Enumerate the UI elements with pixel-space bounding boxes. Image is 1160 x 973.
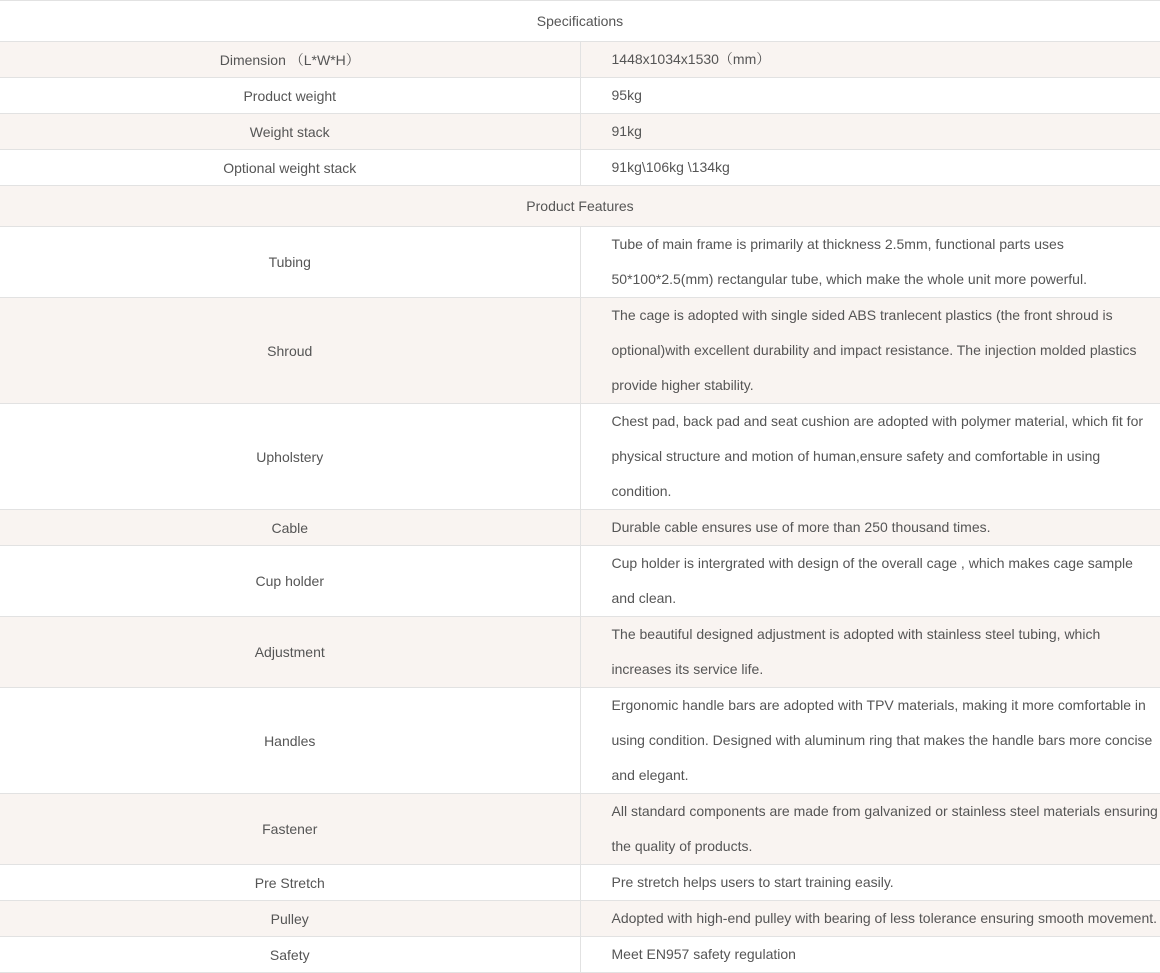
table-row xyxy=(0,794,1160,865)
row-label: Handles xyxy=(0,688,580,794)
section-header-row xyxy=(0,1,1160,42)
row-value: 95kg xyxy=(580,78,1160,114)
row-value: Chest pad, back pad and seat cushion are adopted with polymer material, which fit for physical structure and motion of human,ensure safety and comfortable in using condition. xyxy=(580,404,1160,510)
row-value: All standard components are made from galvanized or stainless steel materials ensuring the quality of products. xyxy=(580,794,1160,865)
row-label: Optional weight stack xyxy=(0,150,580,186)
table-row xyxy=(0,901,1160,937)
table-row xyxy=(0,42,1160,78)
row-value: Adopted with high-end pulley with bearing of less tolerance ensuring smooth movement. xyxy=(580,901,1160,937)
row-value: 91kg\106kg \134kg xyxy=(580,150,1160,186)
table-row xyxy=(0,404,1160,510)
table-row xyxy=(0,937,1160,973)
row-value: Ergonomic handle bars are adopted with TPV materials, making it more comfortable in using condition. Designed with aluminum ring that makes the handle bars more concise and elegant. xyxy=(580,688,1160,794)
row-label: Weight stack xyxy=(0,114,580,150)
row-label: Shroud xyxy=(0,298,580,404)
table-row xyxy=(0,510,1160,546)
row-label: Tubing xyxy=(0,227,580,298)
table-row xyxy=(0,865,1160,901)
row-label: Pulley xyxy=(0,901,580,937)
row-value: 91kg xyxy=(580,114,1160,150)
table-row xyxy=(0,546,1160,617)
row-label: Cup holder xyxy=(0,546,580,617)
row-value: Durable cable ensures use of more than 250 thousand times. xyxy=(580,510,1160,546)
features-heading: Product Features xyxy=(0,186,1160,227)
row-label: Adjustment xyxy=(0,617,580,688)
row-label: Product weight xyxy=(0,78,580,114)
row-value: The beautiful designed adjustment is adopted with stainless steel tubing, which increases its service life. xyxy=(580,617,1160,688)
row-label: Pre Stretch xyxy=(0,865,580,901)
table-row xyxy=(0,298,1160,404)
row-label: Cable xyxy=(0,510,580,546)
table-row xyxy=(0,617,1160,688)
table-row xyxy=(0,78,1160,114)
row-label: Safety xyxy=(0,937,580,973)
row-value: Cup holder is intergrated with design of the overall cage , which makes cage sample and clean. xyxy=(580,546,1160,617)
specifications-heading: Specifications xyxy=(0,1,1160,42)
section-header-row xyxy=(0,186,1160,227)
row-value: 1448x1034x1530（mm） xyxy=(580,42,1160,78)
row-value: The cage is adopted with single sided ABS tranlecent plastics (the front shroud is optional)with excellent durability and impact resistance. The injection molded plastics provide higher stability. xyxy=(580,298,1160,404)
row-value: Tube of main frame is primarily at thickness 2.5mm, functional parts uses 50*100*2.5(mm) rectangular tube, which make the whole unit more powerful. xyxy=(580,227,1160,298)
row-value: Meet EN957 safety regulation xyxy=(580,937,1160,973)
row-label: Upholstery xyxy=(0,404,580,510)
table-row xyxy=(0,688,1160,794)
row-value: Pre stretch helps users to start training easily. xyxy=(580,865,1160,901)
table-row xyxy=(0,227,1160,298)
row-label: Dimension （L*W*H） xyxy=(0,42,580,78)
table-row xyxy=(0,150,1160,186)
row-label: Fastener xyxy=(0,794,580,865)
table-row xyxy=(0,114,1160,150)
